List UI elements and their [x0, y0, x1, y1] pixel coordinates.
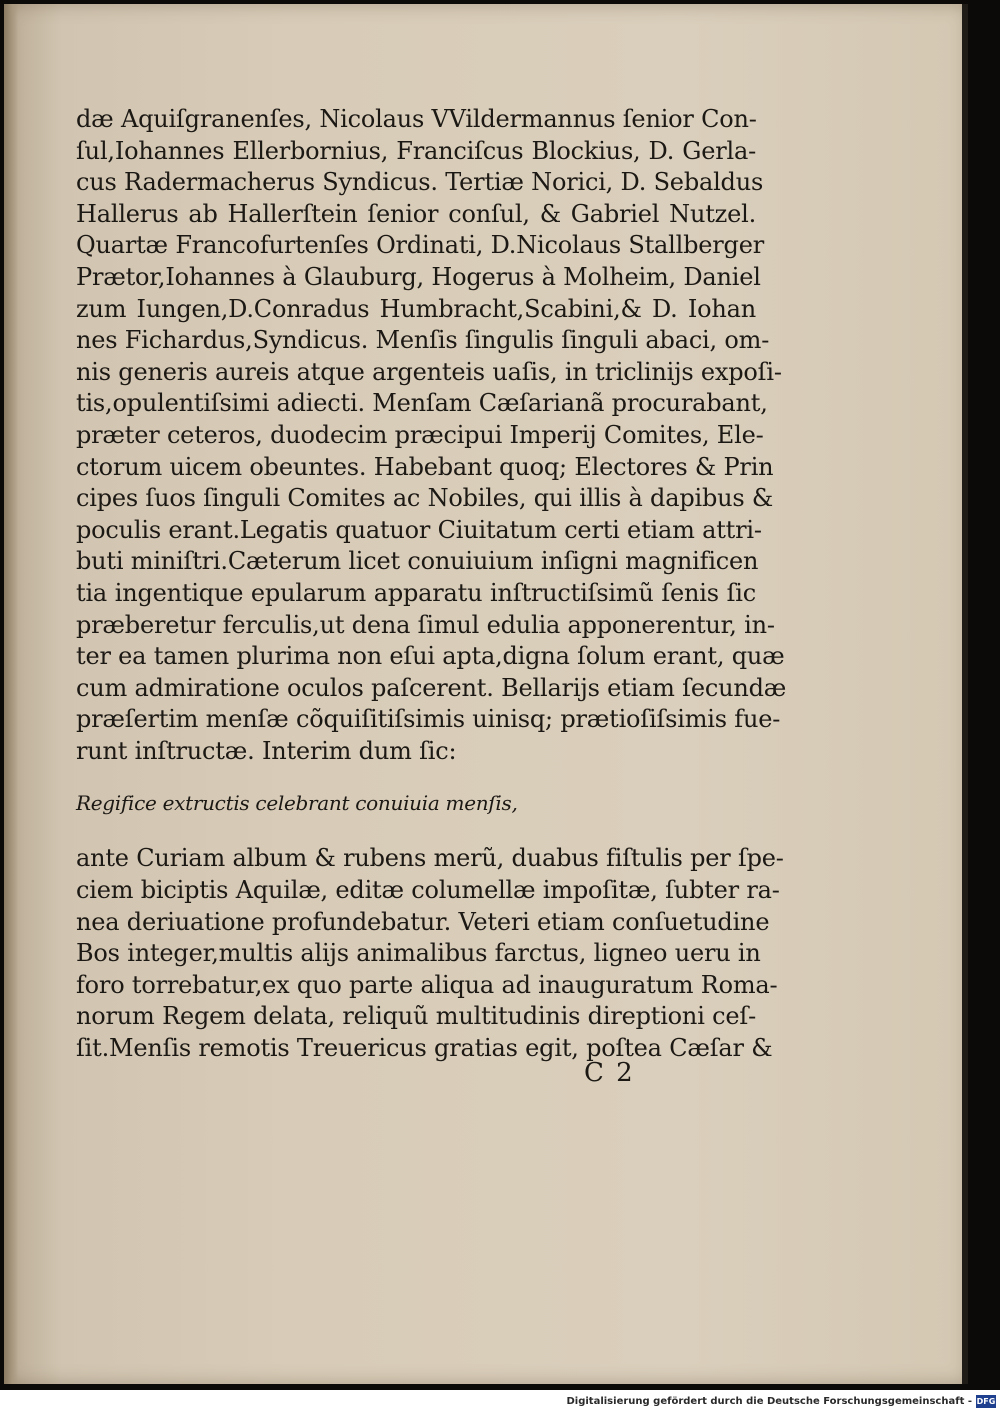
- body-line: Hallerus ab Hallerſtein ſenior conſul, & Gabriel Nutzel.: [76, 199, 756, 228]
- body-line: præter ceteros, duodecim præcipui Imperij Comites, Ele-: [76, 420, 764, 449]
- continuation-line: foro torrebatur,ex quo parte aliqua ad inauguratum Roma-: [76, 970, 778, 999]
- continuation-line: norum Regem delata, reliquũ multitudinis direptioni ceſ-: [76, 1002, 756, 1031]
- text-block: [76, 104, 787, 1065]
- body-line: cum admiratione oculos paſcerent. Bellarijs etiam ſecundæ: [76, 673, 787, 702]
- body-line: cipes ſuos ſinguli Comites ac Nobiles, qui illis à dapibus &: [76, 484, 774, 513]
- body-line: tis,opulentiſsimi adiecti. Menſam Cæſarianã procurabant,: [76, 389, 768, 418]
- body-line: runt inſtructæ. Interim dum ſic:: [76, 736, 457, 765]
- continuation-line: Bos integer,multis alijs animalibus farctus, ligneo ueru in: [76, 939, 761, 968]
- body-line: dæ Aquiſgranenſes, Nicolaus VVildermannus ſenior Con-: [76, 105, 757, 133]
- signature-mark: C 2: [584, 1058, 635, 1088]
- body-line: zum Iungen,D.Conradus Humbracht,Scabini,& D. Iohan: [76, 294, 756, 323]
- footer-credit-text: Digitalisierung gefördert durch die Deutsche Forschungsgemeinschaft -: [566, 1396, 972, 1407]
- paper-page: [4, 4, 968, 1384]
- page-right-edge: [962, 4, 968, 1384]
- body-line: nis generis aureis atque argenteis uaſis, in triclinijs expoſi-: [76, 357, 782, 386]
- body-line: Prætor,Iohannes à Glauburg, Hogerus à Molheim, Daniel: [76, 262, 761, 291]
- verse-line: Regifice extructis celebrant conuiuia menſis,: [76, 791, 518, 816]
- funding-footer: [0, 1390, 1000, 1414]
- continuation-line: ſit.Menſis remotis Treuericus gratias egit, poſtea Cæſar &: [76, 1034, 773, 1063]
- body-line: Quartæ Francofurtenſes Ordinati, D.Nicolaus Stallberger: [76, 231, 765, 260]
- body-line: cus Radermacherus Syndicus. Tertiæ Norici, D. Sebaldus: [76, 168, 764, 197]
- body-line: poculis erant.Legatis quatuor Ciuitatum certi etiam attri-: [76, 515, 762, 544]
- body-line: ter ea tamen plurima non eſui apta,digna ſolum erant, quæ: [76, 642, 785, 671]
- dfg-logo-icon: DFG: [976, 1397, 996, 1406]
- page-binding-edge: [4, 4, 18, 1384]
- continuation-line: nea deriuatione profundebatur. Veteri etiam conſuetudine: [76, 907, 770, 936]
- body-line: ctorum uicem obeuntes. Habebant quoq; Electores & Prin: [76, 452, 774, 481]
- body-line: præſertim menſæ cõquiſitiſsimis uinisq; prætioſiſsimis fue-: [76, 705, 781, 734]
- body-line: buti miniſtri.Cæterum licet conuiuium inſigni magnificen: [76, 547, 759, 576]
- continuation-line: ciem biciptis Aquilæ, editæ columellæ impoſitæ, ſubter ra-: [76, 876, 780, 905]
- body-line: nes Fichardus,Syndicus. Menſis ſingulis ſinguli abaci, om-: [76, 326, 770, 355]
- body-line: præberetur ferculis,ut dena ſimul edulia apponerentur, in-: [76, 610, 775, 639]
- body-line: tia ingentique epularum apparatu inſtructiſsimũ ſenis ſic: [76, 578, 756, 607]
- body-line: ſul,Iohannes Ellerbornius, Franciſcus Blockius, D. Gerla-: [76, 136, 756, 165]
- continuation-line: ante Curiam album & rubens merũ, duabus fiſtulis per ſpe-: [76, 844, 784, 873]
